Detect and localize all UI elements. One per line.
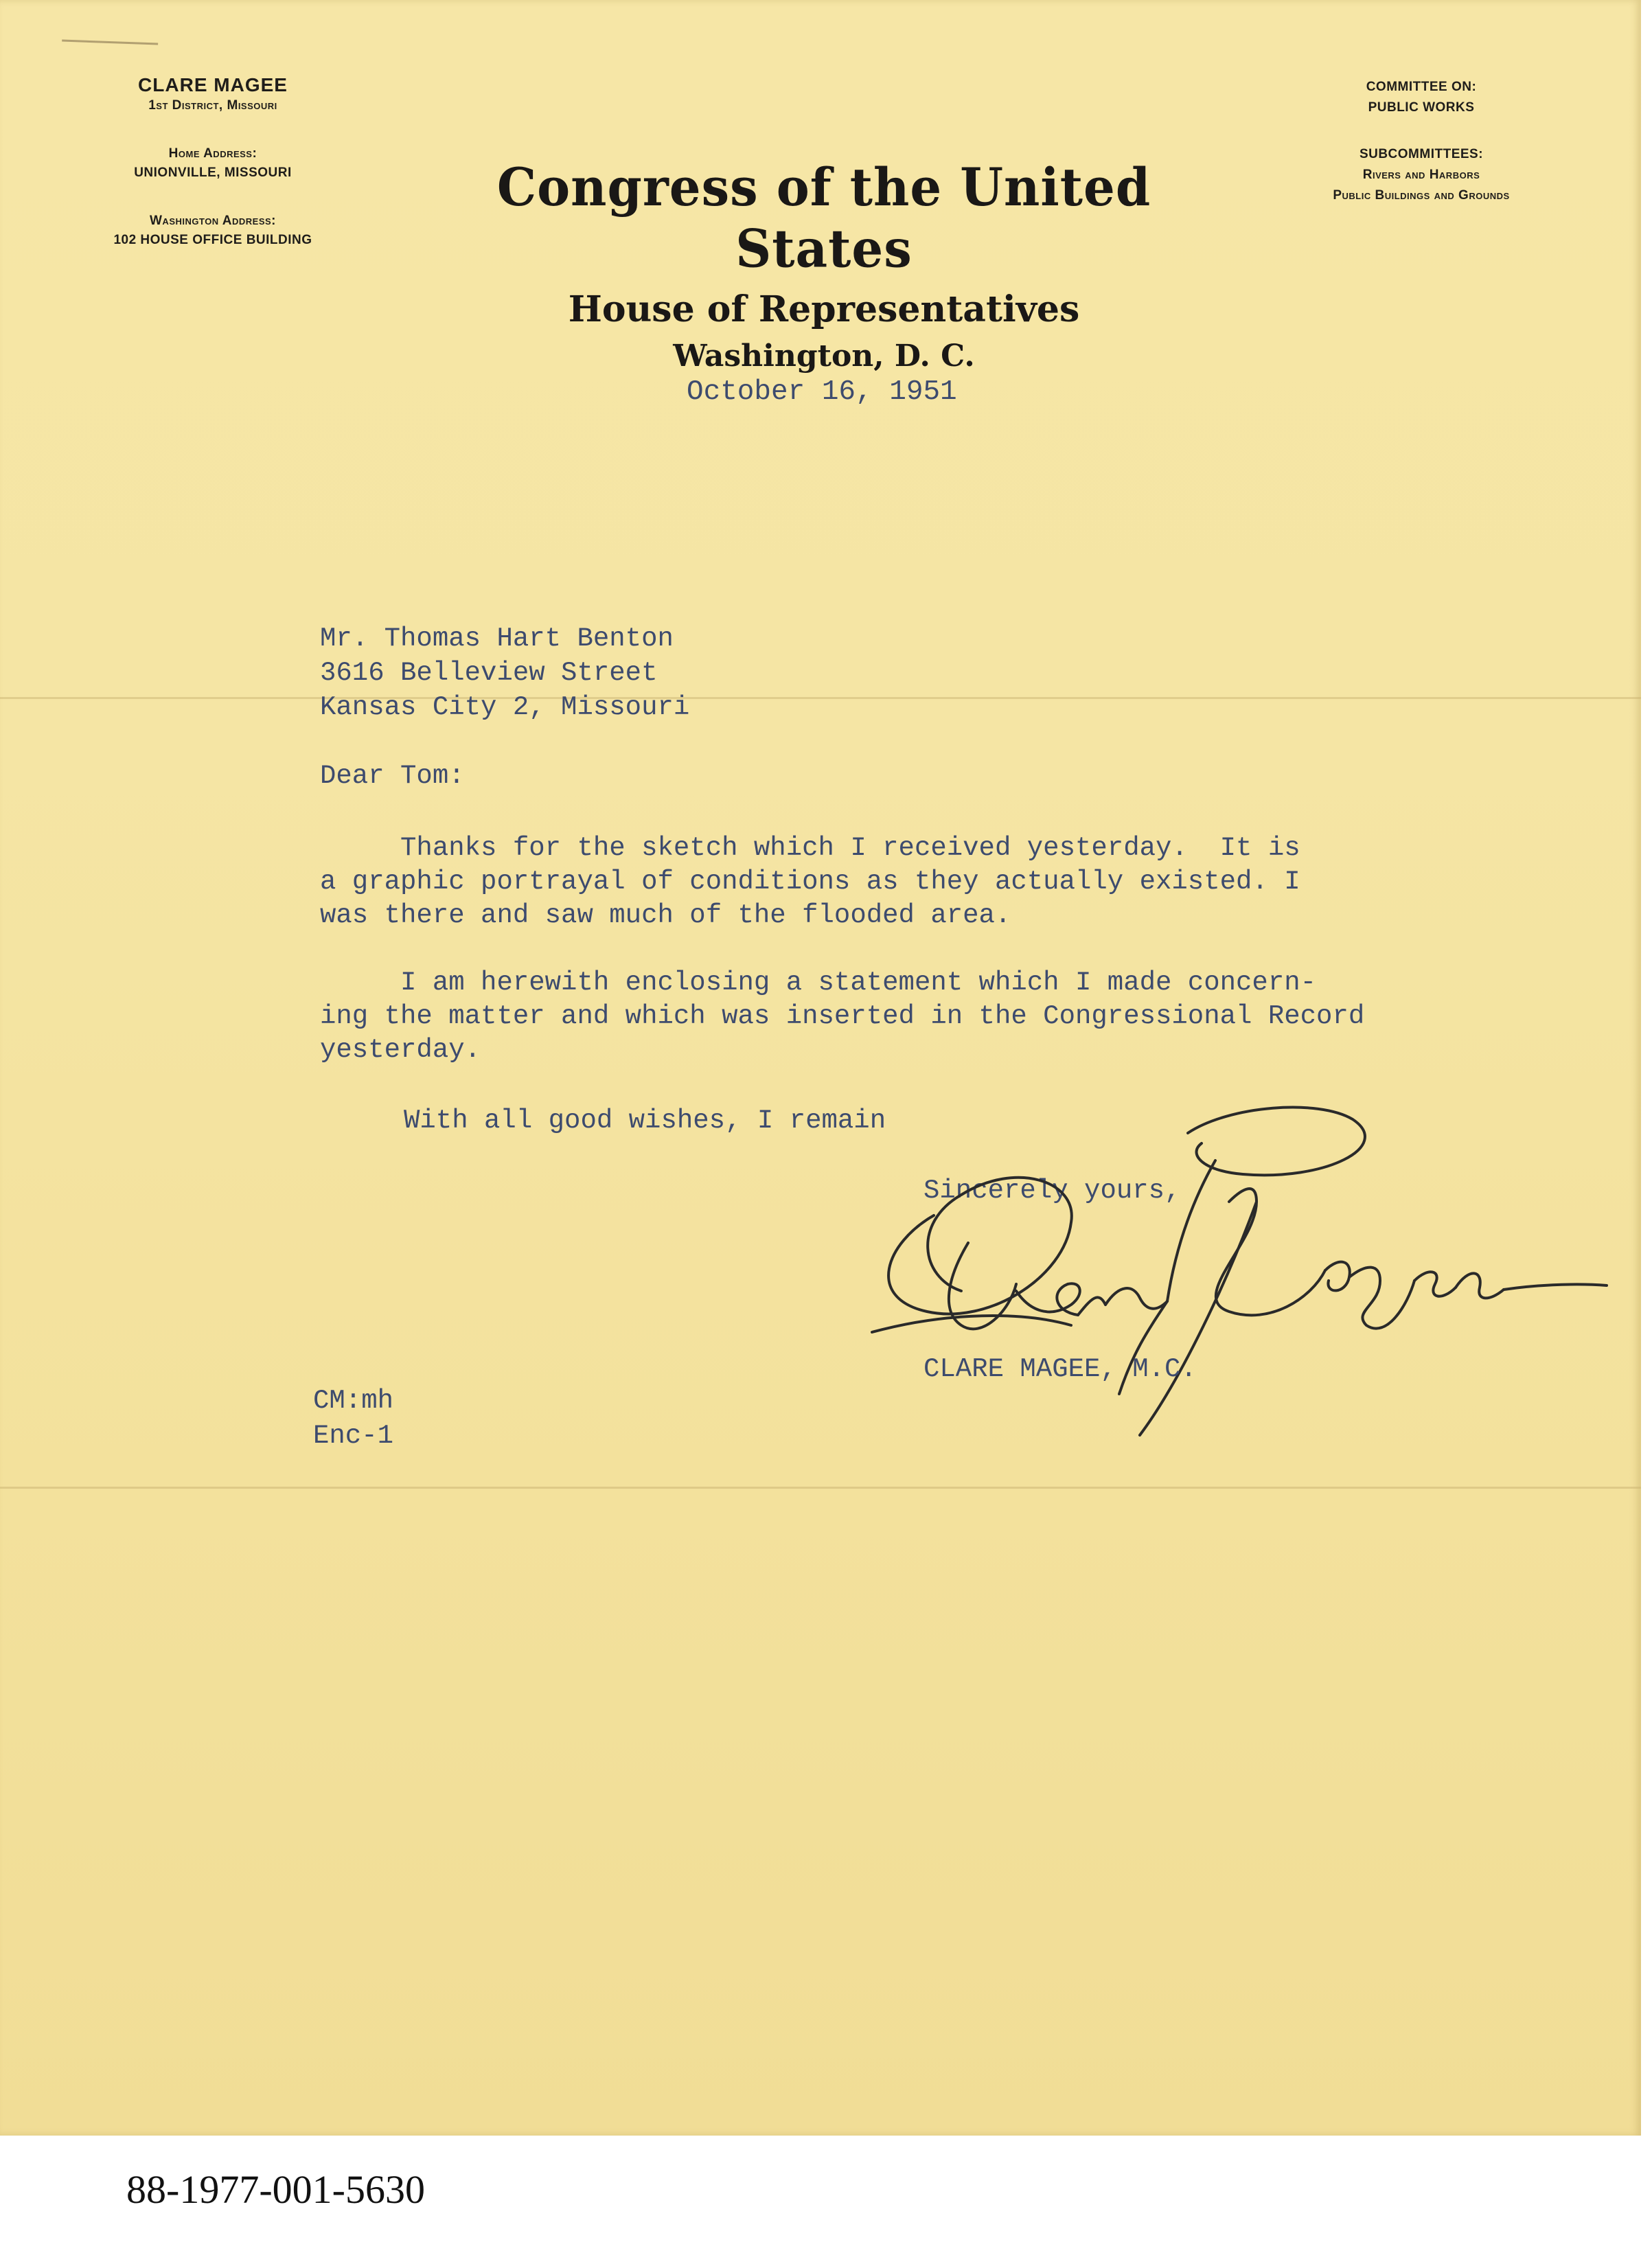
letterhead-subtitle: House of Representatives: [568, 288, 1080, 330]
letter-body: [320, 832, 1364, 1067]
typist-initials: CM:mh: [313, 1386, 394, 1416]
address-line: Kansas City 2, Missouri: [320, 692, 690, 722]
committee-name: PUBLIC WORKS: [1368, 100, 1475, 115]
accession-number: 88-1977-001-5630: [126, 2167, 425, 2212]
letterhead-center: [412, 156, 1236, 374]
handwritten-signature: [845, 1106, 1614, 1490]
body-line: I am herewith enclosing a statement which I made concern-: [320, 968, 1317, 998]
member-district: 1st District, Missouri: [148, 98, 277, 113]
letterhead-left: [76, 74, 350, 250]
signer-name: CLARE MAGEE, M.C.: [923, 1354, 1197, 1384]
body-line: a graphic portrayal of conditions as they actually existed. I: [320, 867, 1300, 897]
subcommittee-item: Public Buildings and Grounds: [1333, 188, 1510, 203]
enclosure-note: Enc-1: [313, 1421, 394, 1451]
letterhead-title: Congress of the United States: [496, 156, 1151, 279]
home-address-label: Home Address:: [168, 146, 257, 161]
pencil-mark: [62, 40, 158, 52]
reference-initials: [313, 1384, 393, 1454]
committee-label: COMMITTEE ON:: [1366, 80, 1477, 94]
body-line: ing the matter and which was inserted in the Congressional Record: [320, 1001, 1365, 1031]
salutation: Dear Tom:: [320, 761, 465, 791]
address-line: Mr. Thomas Hart Benton: [320, 624, 674, 654]
fold-crease: [0, 697, 1641, 699]
body-line: was there and saw much of the flooded area.: [320, 900, 1011, 930]
subcommittee-item: Rivers and Harbors: [1362, 168, 1480, 182]
letterhead-city: Washington, D. C.: [673, 339, 975, 374]
recipient-address: [320, 621, 689, 724]
washington-address-label: Washington Address:: [150, 214, 276, 228]
subcommittees-label: SUBCOMMITTEES:: [1359, 147, 1484, 161]
letterhead-right: [1250, 77, 1593, 206]
closing-line: With all good wishes, I remain: [404, 1106, 886, 1136]
body-line: Thanks for the sketch which I received yesterday. It is: [320, 833, 1300, 863]
address-line: 3616 Belleview Street: [320, 658, 658, 688]
member-name: CLARE MAGEE: [138, 74, 288, 95]
home-address: UNIONVILLE, MISSOURI: [134, 165, 292, 180]
sign-off: Sincerely yours,: [923, 1176, 1181, 1206]
body-line: [320, 933, 1364, 966]
washington-address: 102 HOUSE OFFICE BUILDING: [113, 233, 312, 247]
body-line: yesterday.: [320, 1035, 481, 1065]
letter-date: October 16, 1951: [687, 376, 957, 408]
